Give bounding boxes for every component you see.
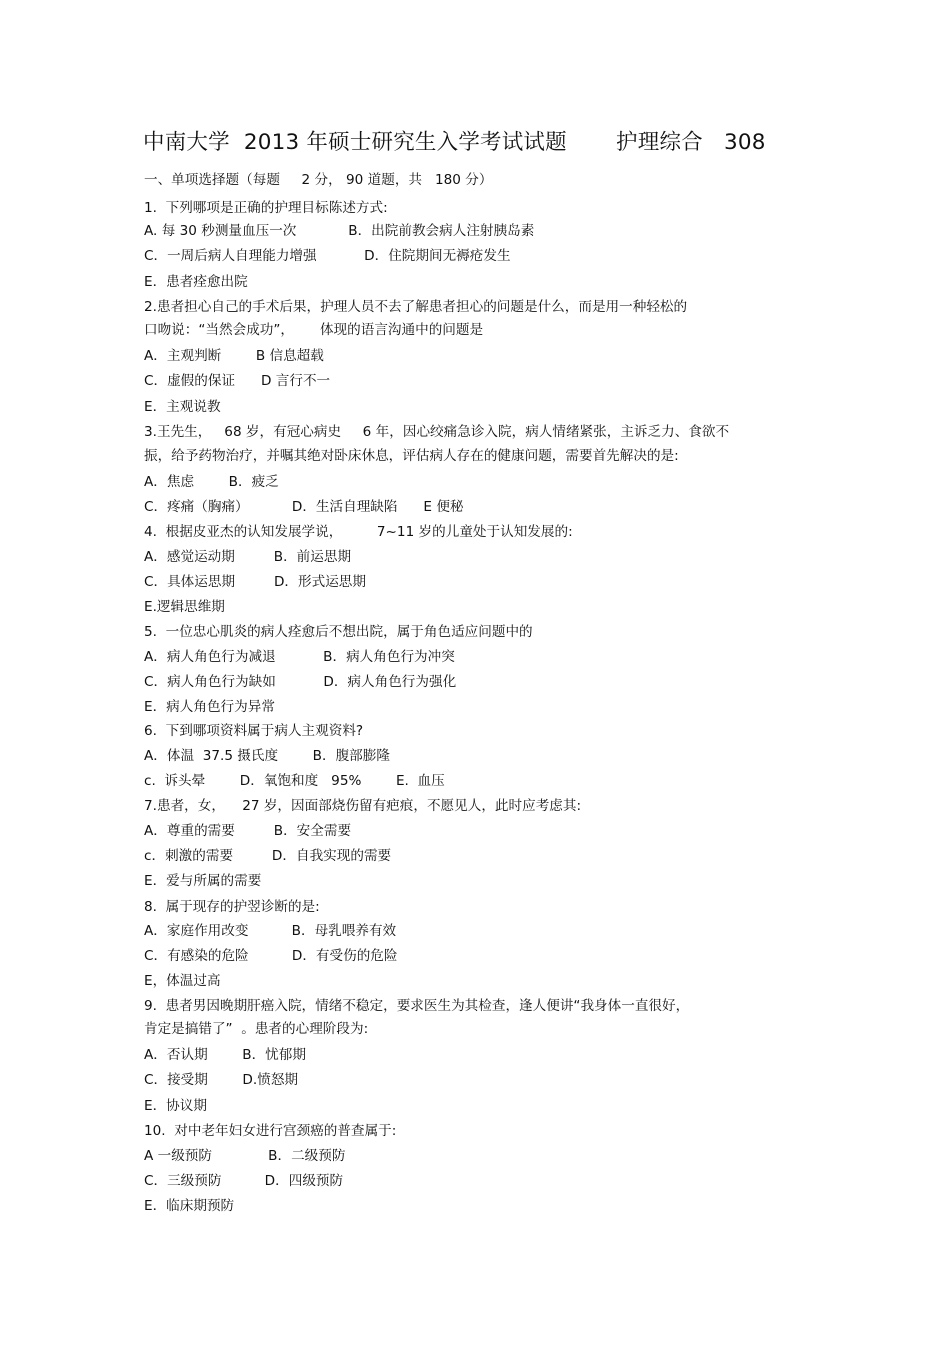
text-line: c．刺激的需要 D．自我实现的需要 bbox=[144, 848, 392, 864]
text-line: A．否认期 B．忧郁期 bbox=[144, 1047, 306, 1063]
text-line: E．主观说教 bbox=[144, 399, 221, 415]
exam-title: 中南大学 2013 年硕士研究生入学考试试题 护理综合 308 bbox=[143, 130, 766, 155]
text-line: A．焦虑 B．疲乏 bbox=[144, 474, 279, 490]
text-line: C．具体运思期 D．形式运思期 bbox=[144, 574, 366, 590]
text-line: E.逻辑思维期 bbox=[144, 599, 225, 615]
section-heading: 一、单项选择题（每题 2 分， 90 道题，共 180 分） bbox=[144, 172, 493, 188]
text-line: 6. 下到哪项资料属于病人主观资料? bbox=[144, 723, 364, 739]
text-line: 2.患者担心自己的手术后果，护理人员不去了解患者担心的问题是什么，而是用一种轻松的 bbox=[144, 299, 688, 315]
text-line: 4. 根据皮亚杰的认知发展学说， 7~11 岁的儿童处于认知发展的: bbox=[144, 524, 573, 540]
text-line: C．病人角色行为缺如 D．病人角色行为强化 bbox=[144, 674, 457, 690]
text-line: 5. 一位忠心肌炎的病人痊愈后不想出院，属于角色适应问题中的 bbox=[144, 624, 533, 640]
text-line: c. 诉头晕 D．氧饱和度 95% E. 血压 bbox=[144, 773, 445, 789]
text-line: C．疼痛（胸痛） D．生活自理缺陷 E 便秘 bbox=[144, 499, 464, 515]
text-line: 口吻说：“当然会成功”， 体现的语言沟通中的问题是 bbox=[144, 322, 484, 338]
text-line: 8. 属于现存的护翌诊断的是: bbox=[144, 899, 320, 915]
text-line: A. 每 30 秒测量血压一次 B．出院前教会病人注射胰岛素 bbox=[144, 223, 535, 239]
text-line: A．感觉运动期 B．前运思期 bbox=[144, 549, 352, 565]
text-line: C．虚假的保证 D 言行不一 bbox=[144, 373, 331, 389]
text-line: C．接受期 D.愤怒期 bbox=[144, 1072, 299, 1088]
text-line: C．有感染的危险 D．有受伤的危险 bbox=[144, 948, 398, 964]
text-line: A．体温 37.5 摄氏度 B．腹部膨隆 bbox=[144, 748, 390, 764]
text-line: C．一周后病人自理能力增强 D．住院期间无褥疮发生 bbox=[144, 248, 511, 264]
text-line: 3.王先生， 68 岁，有冠心病史 6 年，因心绞痛急诊入院，病人情绪紧张，主诉乏力、食欲不 bbox=[144, 424, 730, 440]
text-line: E．爱与所属的需要 bbox=[144, 873, 262, 889]
text-line: 7.患者，女， 27 岁，因面部烧伤留有疤痕，不愿见人，此时应考虑其: bbox=[144, 798, 582, 814]
text-line: 振，给予药物治疗，并嘱其绝对卧床休息，评估病人存在的健康问题，需要首先解决的是: bbox=[144, 448, 679, 464]
text-line: 9. 患者男因晚期肝癌入院，情绪不稳定，要求医生为其检查，逢人便讲“我身体一直很好， bbox=[144, 998, 690, 1014]
text-line: E．病人角色行为异常 bbox=[144, 699, 275, 715]
text-line: E，体温过高 bbox=[144, 973, 221, 989]
text-line: E．患者痊愈出院 bbox=[144, 274, 248, 290]
text-line: A．尊重的需要 B．安全需要 bbox=[144, 823, 352, 839]
text-line: A．主观判断 B 信息超载 bbox=[144, 348, 324, 364]
text-line: A．病人角色行为减退 B．病人角色行为冲突 bbox=[144, 649, 455, 665]
text-line: E．临床期预防 bbox=[144, 1198, 235, 1214]
text-line: E．协议期 bbox=[144, 1098, 207, 1114]
text-line: 1. 下列哪项是正确的护理目标陈述方式: bbox=[144, 200, 388, 216]
text-line: 肯定是搞错了” 。患者的心理阶段为: bbox=[144, 1021, 369, 1037]
text-line: A．家庭作用改变 B．母乳喂养有效 bbox=[144, 923, 397, 939]
text-line: C．三级预防 D．四级预防 bbox=[144, 1173, 344, 1189]
text-line: A 一级预防 B．二级预防 bbox=[144, 1148, 346, 1164]
text-line: 10. 对中老年妇女进行宫颈癌的普查属于: bbox=[144, 1123, 397, 1139]
